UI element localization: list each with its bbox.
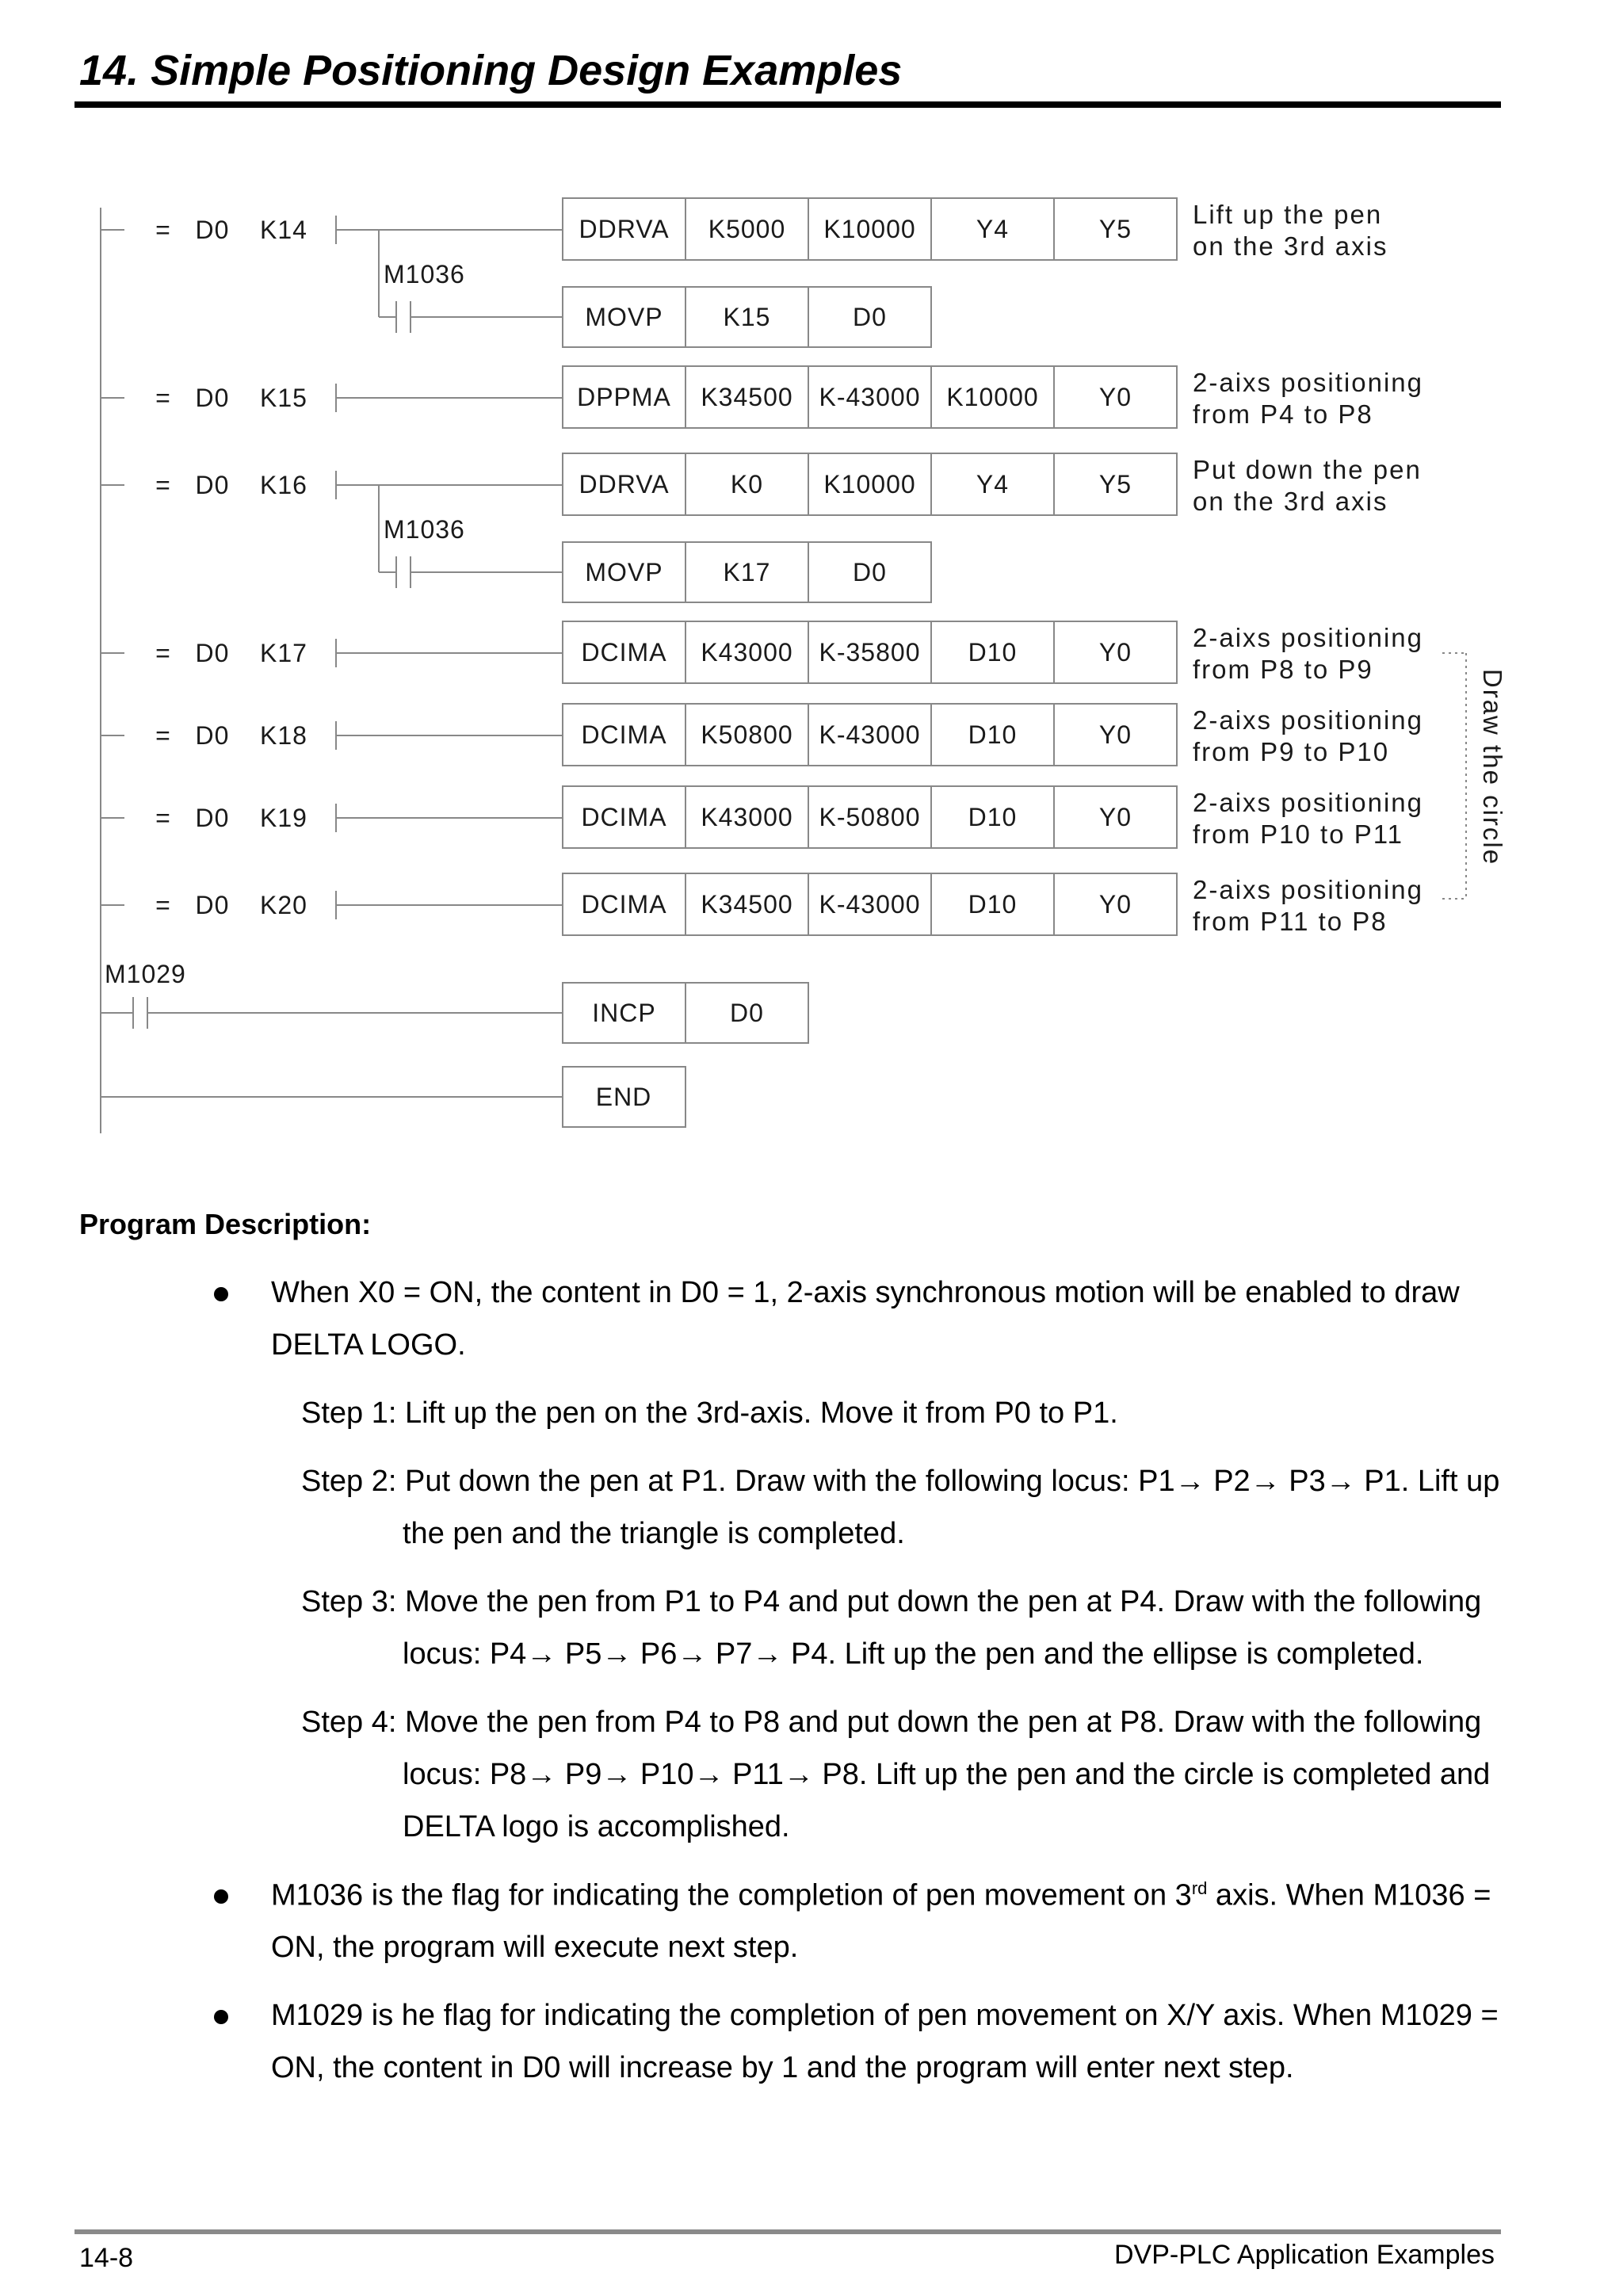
instruction-operand: K43000	[701, 803, 793, 831]
instruction-operand: K-43000	[819, 720, 921, 749]
instruction-operand: K10000	[823, 215, 916, 243]
instruction-operand: Y0	[1098, 890, 1132, 919]
end-instruction: END	[595, 1083, 652, 1111]
rung-comment: from P4 to P8	[1193, 399, 1373, 429]
bullet2-line2: ON, the program will execute next step.	[271, 1931, 799, 1964]
instruction-operand: MOVP	[585, 558, 663, 586]
instruction-operand: Y0	[1098, 383, 1132, 411]
instruction-operand: Y0	[1098, 803, 1132, 831]
step1: Step 1: Lift up the pen on the 3rd-axis. Move it from P0 to P1.	[301, 1396, 1118, 1430]
footer-doc-title: DVP-PLC Application Examples	[1113, 2240, 1495, 2270]
rung-comment: on the 3rd axis	[1193, 231, 1388, 261]
section-heading: Program Description:	[79, 1208, 372, 1240]
instruction-operand: K-35800	[819, 638, 921, 667]
rung-comment: from P11 to P8	[1193, 907, 1388, 936]
footer-rule	[74, 2229, 1501, 2234]
step2-line2: the pen and the triangle is completed.	[403, 1517, 905, 1550]
bullet3-line1: M1029 is he flag for indicating the completion of pen movement on X/Y axis. When M1029 =	[271, 1999, 1499, 2032]
bracket-label: Draw the circle	[1478, 668, 1507, 866]
rung-comment: 2-aixs positioning	[1193, 368, 1423, 397]
page-title: 14. Simple Positioning Design Examples	[79, 47, 903, 94]
page-number: 14-8	[79, 2243, 134, 2273]
compare-constant: K15	[260, 384, 307, 412]
instruction-operand: K10000	[823, 470, 916, 499]
instruction-operand: K10000	[946, 383, 1039, 411]
compare-constant: K14	[260, 216, 307, 244]
bullet-dot	[214, 2010, 228, 2024]
rung-comment: 2-aixs positioning	[1193, 623, 1423, 652]
rung-comment: 2-aixs positioning	[1193, 705, 1423, 735]
bullet1-line2: DELTA LOGO.	[271, 1328, 466, 1362]
instruction-operand: K0	[730, 470, 764, 499]
instruction-operand: K34500	[701, 890, 793, 919]
compare-register: D0	[195, 639, 230, 667]
instruction-operand: MOVP	[585, 303, 663, 331]
instruction-operand: D10	[968, 720, 1018, 749]
compare-operator: =	[155, 384, 171, 412]
instruction-operand: K5000	[708, 215, 786, 243]
rung-comment: 2-aixs positioning	[1193, 875, 1423, 904]
flag-contact-label: M1036	[384, 260, 465, 288]
instruction-operand: DDRVA	[579, 470, 670, 499]
compare-operator: =	[155, 804, 171, 832]
instruction-operand: DDRVA	[579, 215, 670, 243]
flag-contact-label: M1036	[384, 515, 465, 544]
superscript-rd: rd	[1191, 1878, 1208, 1898]
instruction-operand: Y0	[1098, 638, 1132, 667]
instruction-operand: K34500	[701, 383, 793, 411]
instruction-operand: D0	[730, 999, 764, 1027]
compare-operator: =	[155, 639, 171, 667]
compare-operator: =	[155, 216, 171, 244]
bullet-dot	[214, 1287, 228, 1301]
instruction-operand: Y0	[1098, 720, 1132, 749]
compare-constant: K16	[260, 471, 307, 499]
step3-line1: Step 3: Move the pen from P1 to P4 and put down the pen at P4. Draw with the following	[301, 1585, 1482, 1618]
compare-constant: K19	[260, 804, 307, 832]
bullet1-line1: When X0 = ON, the content in D0 = 1, 2-axis synchronous motion will be enabled to draw	[271, 1276, 1460, 1309]
flag-contact-label: M1029	[105, 960, 186, 988]
instruction-operand: K43000	[701, 638, 793, 667]
instruction-operand: K15	[723, 303, 771, 331]
instruction-operand: Y4	[976, 215, 1010, 243]
step2-line1: Step 2: Put down the pen at P1. Draw with the following locus: P1→ P2→ P3→ P1. Lift up	[301, 1465, 1500, 1498]
instruction-operand: Y5	[1098, 470, 1132, 499]
compare-register: D0	[195, 804, 230, 832]
instruction-operand: INCP	[592, 999, 656, 1027]
rung-comment: Lift up the pen	[1193, 200, 1383, 229]
bullet2-text-a: M1036 is the flag for indicating the completion of pen movement on 3	[271, 1878, 1192, 1912]
instruction-operand: Y4	[976, 470, 1010, 499]
compare-operator: =	[155, 471, 171, 499]
instruction-operand: DCIMA	[581, 638, 667, 667]
step4-line1: Step 4: Move the pen from P4 to P8 and put down the pen at P8. Draw with the following	[301, 1706, 1482, 1739]
instruction-operand: D0	[853, 558, 887, 586]
bullet-dot	[214, 1889, 228, 1904]
rung-comment: from P10 to P11	[1193, 819, 1404, 849]
instruction-operand: DCIMA	[581, 890, 667, 919]
instruction-operand: D10	[968, 638, 1018, 667]
compare-operator: =	[155, 891, 171, 919]
instruction-operand: K17	[723, 558, 771, 586]
instruction-operand: D0	[853, 303, 887, 331]
instruction-operand: K-43000	[819, 383, 921, 411]
instruction-operand: D10	[968, 890, 1018, 919]
rung-comment: Put down the pen	[1193, 455, 1422, 484]
compare-constant: K17	[260, 639, 307, 667]
instruction-operand: DCIMA	[581, 803, 667, 831]
bullet2-line1	[271, 1878, 1491, 1913]
rung-comment: from P9 to P10	[1193, 737, 1390, 766]
step4-line3: DELTA logo is accomplished.	[403, 1810, 790, 1843]
instruction-operand: DPPMA	[577, 383, 671, 411]
step4-line2: locus: P8→ P9→ P10→ P11→ P8. Lift up the pen and the circle is completed and	[403, 1758, 1491, 1791]
compare-constant: K18	[260, 721, 307, 750]
compare-operator: =	[155, 721, 171, 750]
compare-register: D0	[195, 891, 230, 919]
compare-register: D0	[195, 721, 230, 750]
rung-comment: 2-aixs positioning	[1193, 788, 1423, 817]
instruction-operand: K-50800	[819, 803, 921, 831]
compare-register: D0	[195, 471, 230, 499]
bullet3-line2: ON, the content in D0 will increase by 1 and the program will enter next step.	[271, 2051, 1294, 2084]
compare-register: D0	[195, 384, 230, 412]
rung-comment: on the 3rd axis	[1193, 487, 1388, 516]
compare-register: D0	[195, 216, 230, 244]
instruction-operand: DCIMA	[581, 720, 667, 749]
bullet2-text-b: axis. When M1036 =	[1207, 1878, 1491, 1912]
instruction-operand: K-43000	[819, 890, 921, 919]
instruction-operand: Y5	[1098, 215, 1132, 243]
step3-line2: locus: P4→ P5→ P6→ P7→ P4. Lift up the pen and the ellipse is completed.	[403, 1637, 1424, 1671]
instruction-operand: D10	[968, 803, 1018, 831]
rung-comment: from P8 to P9	[1193, 655, 1373, 684]
instruction-operand: K50800	[701, 720, 793, 749]
compare-constant: K20	[260, 891, 307, 919]
